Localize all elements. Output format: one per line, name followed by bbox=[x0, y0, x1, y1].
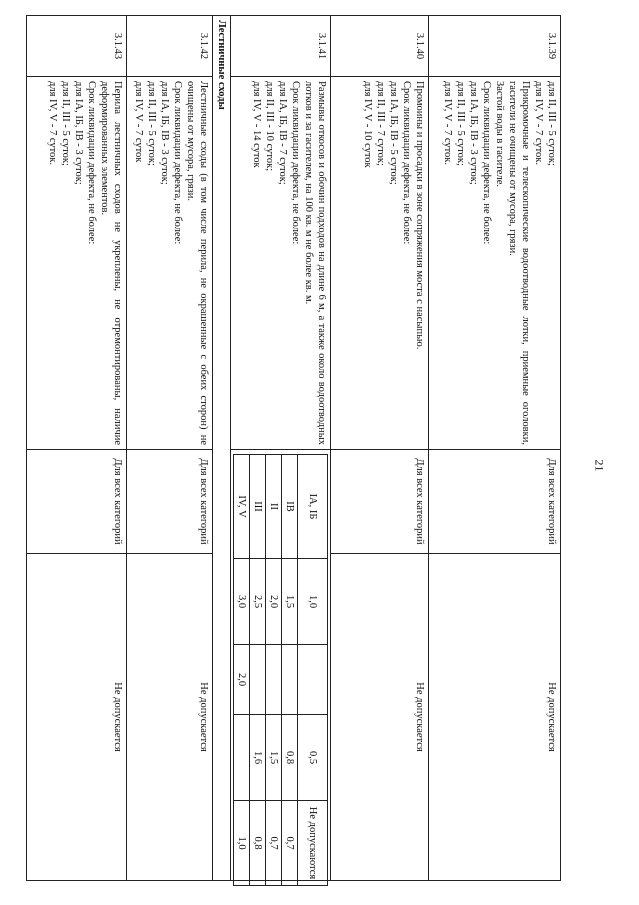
norms-subtable-cell bbox=[231, 450, 331, 881]
text-line: для IA, IБ, IВ - 5 суток; bbox=[388, 81, 399, 185]
subtable-row bbox=[234, 455, 250, 886]
text-line: для II, III - 5 суток; bbox=[146, 81, 157, 166]
value-cell: 3,0 bbox=[234, 559, 250, 645]
subtable-row bbox=[266, 455, 282, 886]
text-line: Срок ликвидации дефекта, не более: bbox=[290, 81, 301, 245]
value-cell: Не допускаются bbox=[298, 801, 328, 886]
text-line: Застой воды в гасителе. bbox=[494, 81, 505, 187]
defect-description bbox=[331, 77, 429, 450]
category-cell: Для всех категорий bbox=[127, 450, 213, 554]
category-cell: III bbox=[250, 455, 266, 559]
section-row bbox=[213, 16, 231, 881]
text-line: Размывы откосов и обочин подходов на длине 6 м, а также около водоотводных лотков и за гасителем, на 100 кв. м не более кв. м. bbox=[303, 81, 327, 445]
defect-description bbox=[127, 77, 213, 450]
category-cell: Для всех категорий bbox=[429, 450, 561, 554]
text-line: Лестничные сходы (в том числе перила, не окрашенные с обеих сторон) не очищены от мусора, грязи. bbox=[185, 81, 209, 445]
defects-table bbox=[26, 15, 561, 881]
row-number: 3.1.39 bbox=[429, 16, 561, 77]
text-line: для II, III - 5 суток; bbox=[546, 81, 557, 166]
requirement-cell: Не допускается bbox=[331, 554, 429, 881]
text-line: Срок ликвидации дефекта, не более: bbox=[86, 81, 97, 245]
text-line: для IV, V - 14 суток bbox=[251, 81, 262, 168]
text-line: для IA, IБ, IВ - 3 суток; bbox=[468, 81, 479, 185]
rotated-page bbox=[47, 15, 561, 880]
subtable-row bbox=[250, 455, 266, 886]
row-number: 3.1.40 bbox=[331, 16, 429, 77]
value-cell bbox=[234, 715, 250, 801]
value-cell: 0,7 bbox=[282, 801, 298, 886]
value-cell bbox=[266, 645, 282, 715]
text-line: для IV, V - 7 суток. bbox=[47, 81, 58, 166]
value-cell: 1,6 bbox=[250, 715, 266, 801]
text-line: Перила лестничных сходов не укреплены, не отремонтированы, наличие деформированных элементов. bbox=[99, 81, 123, 445]
row-number: 3.1.41 bbox=[231, 16, 331, 77]
value-cell: 2,0 bbox=[234, 645, 250, 715]
text-line: Срок ликвидации дефекта, не более: bbox=[481, 81, 492, 245]
category-cell: II bbox=[266, 455, 282, 559]
page-number: 21 bbox=[592, 459, 607, 472]
category-cell: IA, IБ bbox=[298, 455, 328, 559]
value-cell bbox=[250, 645, 266, 715]
defect-description bbox=[231, 77, 331, 450]
row-number: 3.1.43 bbox=[27, 16, 127, 77]
category-cell: IV, V bbox=[234, 455, 250, 559]
text-line: Срок ликвидации дефекта, не более: bbox=[172, 81, 183, 245]
text-line: для IV, V - 7 суток. bbox=[442, 81, 453, 166]
subtable-row bbox=[282, 455, 298, 886]
value-cell: 0,8 bbox=[250, 801, 266, 886]
table-row bbox=[429, 16, 561, 881]
value-cell: 0,5 bbox=[298, 715, 328, 801]
defect-description bbox=[429, 77, 561, 450]
text-line: для IA, IБ, IВ - 7 суток; bbox=[277, 81, 288, 185]
text-line: Срок ликвидации дефекта, не более: bbox=[401, 81, 412, 245]
value-cell: 1,0 bbox=[298, 559, 328, 645]
requirement-cell: Не допускается bbox=[429, 554, 561, 881]
text-line: для IV, V - 7 суток bbox=[133, 81, 144, 163]
text-line: для IV, V - 7 суток. bbox=[533, 81, 544, 166]
subtable-row bbox=[298, 455, 328, 886]
table-row bbox=[127, 16, 213, 881]
value-cell: 1,0 bbox=[234, 801, 250, 886]
text-line: для IA, IБ, IВ - 3 суток; bbox=[159, 81, 170, 185]
requirement-cell: Не допускается bbox=[127, 554, 213, 881]
table-row bbox=[331, 16, 429, 881]
category-cell: Для всех категорий bbox=[331, 450, 429, 554]
value-cell bbox=[282, 645, 298, 715]
text-line: для II, III - 10 суток; bbox=[264, 81, 275, 172]
value-cell: 2,0 bbox=[266, 559, 282, 645]
text-line: для IA, IБ, IВ - 3 суток; bbox=[73, 81, 84, 185]
value-cell: 0,8 bbox=[282, 715, 298, 801]
section-title: Лестничные сходы bbox=[213, 16, 231, 881]
table-row bbox=[27, 16, 127, 881]
row-number: 3.1.42 bbox=[127, 16, 213, 77]
text-line: для II, III - 5 суток; bbox=[60, 81, 71, 166]
value-cell: 1,5 bbox=[282, 559, 298, 645]
category-cell: IВ bbox=[282, 455, 298, 559]
value-cell: 2,5 bbox=[250, 559, 266, 645]
value-cell: 0,7 bbox=[266, 801, 282, 886]
category-cell: Для всех категорий bbox=[27, 450, 127, 554]
table-row bbox=[231, 16, 331, 881]
text-line: для II, III - 5 суток; bbox=[455, 81, 466, 166]
text-line: для II, III - 7 суток; bbox=[375, 81, 386, 166]
requirement-cell: Не допускается bbox=[27, 554, 127, 881]
value-cell bbox=[298, 645, 328, 715]
text-line: для IV, V - 10 суток bbox=[362, 81, 373, 168]
value-cell: 1,5 bbox=[266, 715, 282, 801]
defect-description bbox=[27, 77, 127, 450]
text-line: Прикромочные и телескопические водоотводные лотки, приемные оголовки, гасители не очищены от мусора, грязи. bbox=[507, 81, 531, 445]
text-line: Промоины и просадки в зоне сопряжения моста с насыпью. bbox=[414, 81, 425, 350]
norms-subtable bbox=[233, 454, 328, 886]
